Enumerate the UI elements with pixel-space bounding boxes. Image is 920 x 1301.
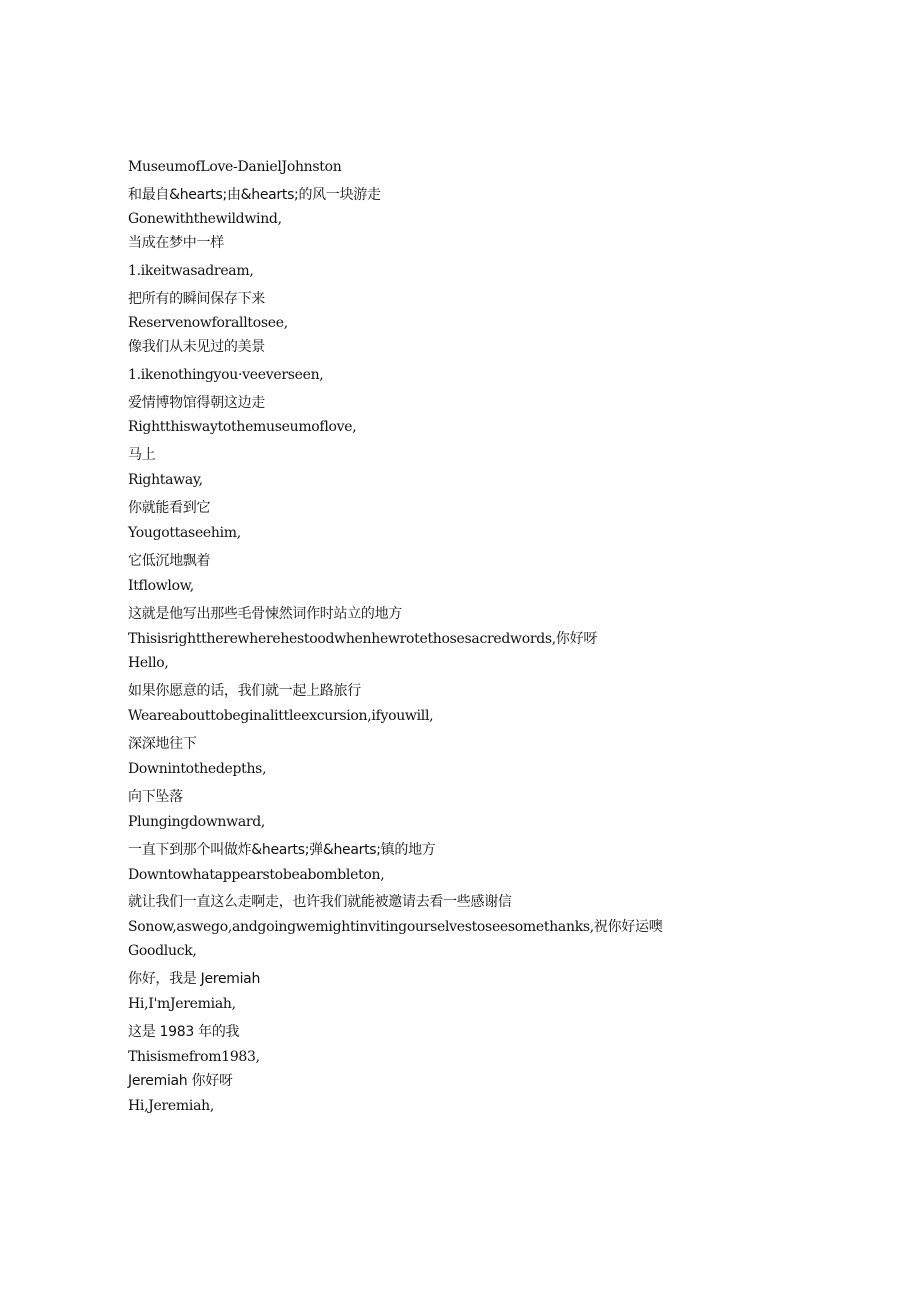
lyric-line: Rightthiswaytothemuseumoflove, (128, 419, 357, 435)
lyric-line: 这就是他写出那些毛骨悚然词作时站立的地方 (128, 606, 402, 622)
lyric-line: Hi,Jeremiah, (128, 1098, 214, 1114)
lyric-line: Jeremiah 你好呀 (128, 1073, 233, 1089)
lyric-line: 马上 (128, 447, 156, 463)
lyric-line: 1.ikeitwasadream, (128, 263, 254, 279)
lyric-line: 你就能看到它 (128, 500, 211, 516)
lyric-line: Itflowlow, (128, 578, 194, 594)
lyric-line: Hello, (128, 655, 169, 671)
lyric-line: Hi,I'mJeremiah, (128, 996, 236, 1012)
lyric-line: 深深地往下 (128, 736, 197, 752)
lyric-line: 向下坠落 (128, 789, 183, 805)
lyric-line: 和最自&hearts;由&hearts;的风一块游走 (128, 187, 381, 203)
song-title: MuseumofLove-DanielJohnston (128, 159, 342, 175)
lyric-line: Gonewiththewildwind, (128, 211, 282, 227)
lyric-line: Plungingdownward, (128, 814, 266, 830)
lyric-line: 这是 1983 年的我 (128, 1024, 240, 1040)
lyric-line: Yougottaseehim, (128, 525, 241, 541)
lyric-line: 你好，我是 Jeremiah (128, 971, 261, 987)
lyric-line: Goodluck, (128, 943, 197, 959)
lyric-line: 爱情博物馆得朝这边走 (128, 395, 265, 411)
lyric-line: Weareabouttobeginalittleexcursion,ifyouwill, (128, 708, 434, 724)
lyric-line: 像我们从未见过的美景 (128, 339, 265, 355)
lyric-line: 如果你愿意的话，我们就一起上路旅行 (128, 683, 361, 699)
lyric-line: 一直下到那个叫做炸&hearts;弹&hearts;镇的地方 (128, 842, 436, 858)
lyric-line: Downtowhatappearstobeabombleton, (128, 867, 385, 883)
lyric-line: Reservenowforalltosee, (128, 315, 288, 331)
lyric-line: 它低沉地飘着 (128, 553, 211, 569)
lyric-line: 1.ikenothingyou·veeverseen, (128, 367, 324, 383)
lyric-line: Downintothedepths, (128, 761, 267, 777)
lyric-line: Rightaway, (128, 472, 203, 488)
lyric-line: 当成在梦中一样 (128, 235, 224, 251)
lyric-line: Thisismefrom1983, (128, 1049, 260, 1065)
lyric-line: Thisisrighttherewherehestoodwhenhewrotethosesacredwords,你好呀 (128, 631, 598, 647)
lyric-line: 把所有的瞬间保存下来 (128, 291, 265, 307)
lyric-line: 就让我们一直这么走啊走，也许我们就能被邀请去看一些感谢信 (128, 894, 512, 910)
lyric-line: Sonow,aswego,andgoingwemightinvitingourselvestoseesomethanks,祝你好运噢 (128, 919, 663, 935)
